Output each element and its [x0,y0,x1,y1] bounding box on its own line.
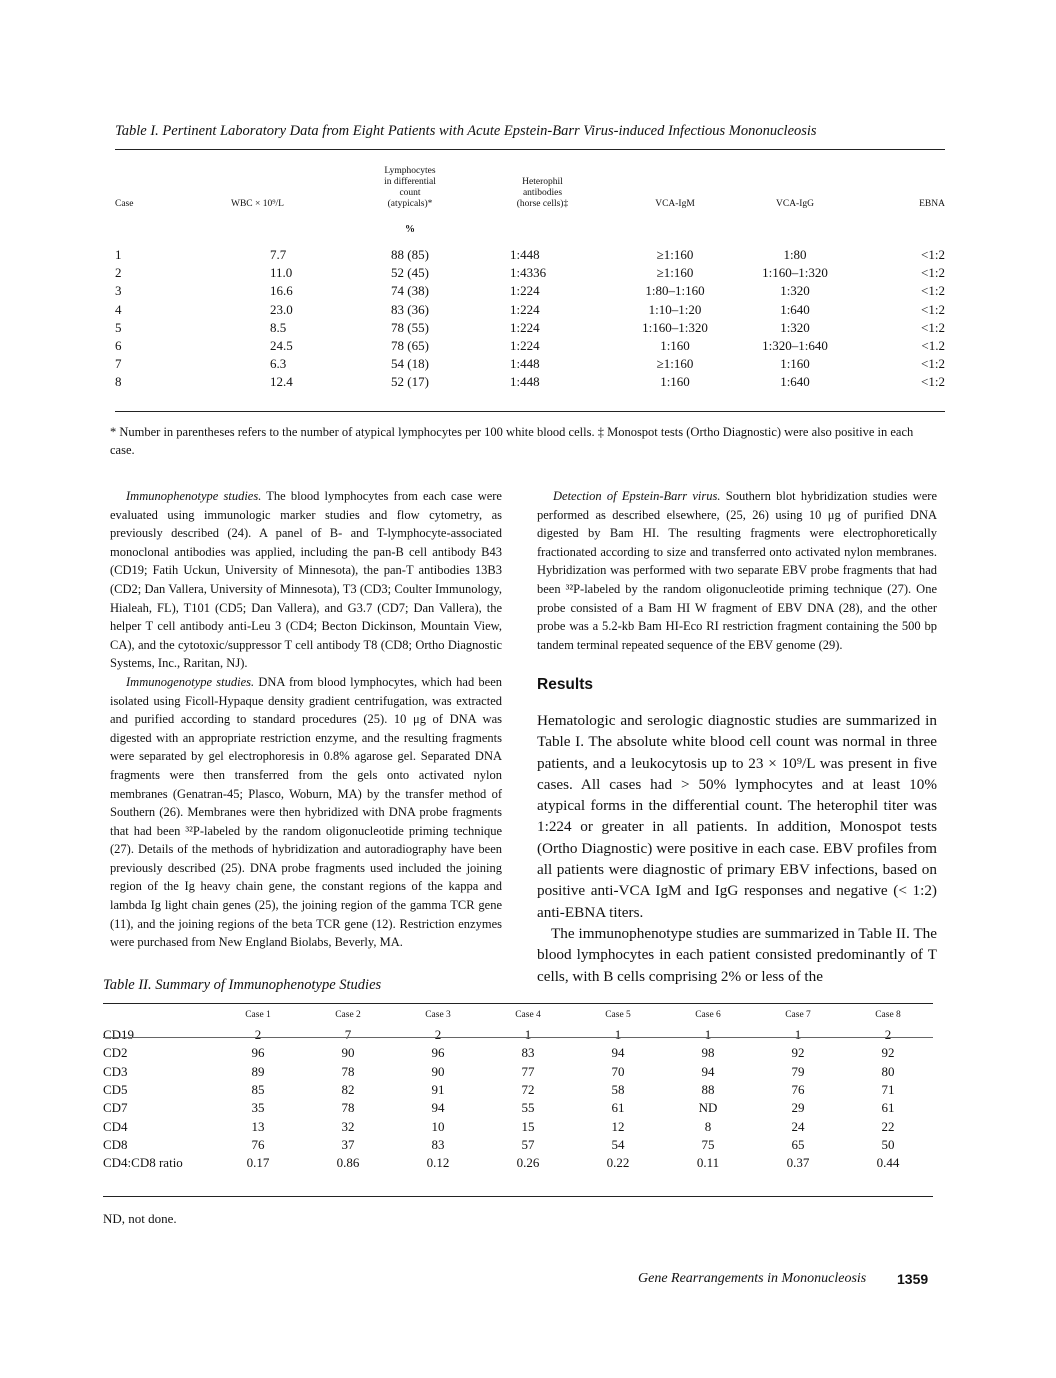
table1-cell: 5 [115,319,122,335]
table1-cell: 8.5 [270,319,287,335]
table1-cell: 7.7 [270,247,287,263]
results-heading: Results [537,676,593,693]
table2-cell: 96 [431,1045,445,1061]
table2-header-case-4: Case 4 [515,1010,541,1020]
table2-caption: Table II. Summary of Immunophenotype Studies [103,977,382,993]
right-column [537,487,937,654]
table1-cell: 1:224 [510,283,540,299]
table1-cell: 11.0 [270,265,293,281]
table1-cell: 1:640 [780,301,810,317]
table2-cell: 0.17 [246,1155,270,1171]
table1-bottom-rule [115,411,945,412]
table2-cell: 0.11 [696,1155,720,1171]
table2-row-label: CD7 [103,1100,128,1116]
table1-cell: 1:80 [783,247,807,263]
table2-cell: 80 [881,1063,895,1079]
table2-row [103,1081,933,1099]
table2-cell: 90 [341,1045,355,1061]
table1-cell: 52 (17) [391,374,429,390]
table1-cell: 74 (38) [391,283,429,299]
table2-cell: 94 [431,1100,445,1116]
table2-row-label: CD2 [103,1045,128,1061]
table1-cell: 1 [115,247,122,263]
page-number: 1359 [897,1271,929,1287]
table1-row [115,301,945,319]
table1-header-heterophil: Heterophil antibodies (horse cells)‡ [516,177,569,209]
table1-cell: 1:4336 [510,265,547,281]
table2-cell: 10 [431,1118,445,1134]
table1-cell: 1:320 [780,283,810,299]
results-paragraph-1: Hematologic and serologic diagnostic studies are summarized in Table I. The absolute white blood cell count was normal in three patients, and a leukocytosis up to 23 × 10⁹/L was present in five cases. All cases had > 50% lymphocytes and at least 10% atypical forms in the differential count. The heterophil titer was 1:224 or greater in all patients. In addition, Monospot tests (Ortho Diagnostic) were positive in each case. EBV profiles from all patients were diagnostic of primary EBV infections, based on positive anti-VCA IgM and IgG responses and negative (< 1:2) anti-EBNA titers. [537,712,937,921]
table2-cell: 12 [611,1118,625,1134]
table2-row-label: CD8 [103,1136,128,1152]
table2-cell: 1 [704,1027,712,1043]
table2-cell: 71 [881,1082,895,1098]
table2-cell: 85 [251,1082,265,1098]
table2-cell: 77 [521,1063,535,1079]
table1-cell: 1:640 [780,374,810,390]
table2-header-case-7: Case 7 [785,1010,811,1020]
ebv-detection-paragraph: Detection of Epstein-Barr virus. Southern blot hybridization studies were performed as described elsewhere, (25, 26) using 10 μg of purified DNA digested by Bam HI. The resulting fragments were electrophoretically fractionated according to size and transferred onto activated nylon membranes. Hybridization was performed with two separate EBV probe fragments that had been ³²P-labeled by the random oligonucleotide priming technique (27). One probe consisted of a Bam HI W fragment of EBV DNA (28), and the other probe was a 5.2-kb Bam HI-Eco RI restriction fragment containing the 500 bp tandem terminal repeated sequence of the EBV genome (29). [537,489,937,652]
table2-bottom-rule [103,1196,933,1197]
table1-top-rule [115,149,945,150]
results-text [537,710,937,987]
table1-cell: 78 (55) [391,319,429,335]
table2-cell: 92 [791,1045,805,1061]
table2-cell: 92 [881,1045,895,1061]
table1-cell: 23.0 [270,301,293,317]
table2-cell: 24 [791,1118,805,1134]
table2-header-case-2: Case 2 [335,1010,361,1020]
table2-cell: 75 [701,1136,715,1152]
table2-cell: 88 [701,1082,715,1098]
table1-cell: 7 [115,356,122,372]
table2-row [103,1026,933,1044]
table2-cell: 1 [614,1027,622,1043]
table1-header-case: Case [115,199,134,209]
table2-cell: 58 [611,1082,625,1098]
table2-row-label: CD5 [103,1082,128,1098]
table1-caption: Table I. Pertinent Laboratory Data from Eight Patients with Acute Epstein-Barr Virus-induced Infectious Mononucleosis [115,123,817,139]
table1-row [115,355,945,373]
immunogenotype-paragraph: Immunogenotype studies. DNA from blood lymphocytes, which had been isolated using Ficoll-Hypaque density gradient centrifugation, was extracted and purified according to standard procedures (25). 10 μg of DNA was digested with an appropriate restriction enzyme, and the resulting fragments were separated by gel electrophoresis in 0.8% agarose gel. Separated DNA fragments were then transferred from the gels onto activated nylon membranes (Genatran-45; Plasco, Woburn, MA) by the transfer method of Southern (26). Membranes were then hybridized with DNA probe fragments that had been ³²P-labeled by the random oligonucleotide priming technique (27). Details of the methods of hybridization and autoradiography have been previously described (25). DNA probe fragments used included the joining region of the Ig heavy chain gene, the constant regions of the kappa and lambda Ig light chain genes (25), the joining region of the gamma TCR gene (11), and the joining regions of the beta TCR gene (12). Restriction enzymes were purchased from New England Biolabs, Beverly, MA. [110,674,503,950]
table2-row-label: CD19 [103,1027,135,1043]
table2-cell: 2 [434,1027,442,1043]
table1-cell: 8 [115,374,122,390]
table1-cell: 1:448 [510,247,540,263]
table2-row-label: CD4:CD8 ratio [103,1155,183,1171]
table1-cell: 1:160–1:320 [642,319,708,335]
table2-cell: 1 [794,1027,802,1043]
table1-row [115,264,945,282]
table2-cell: 98 [701,1045,715,1061]
table2-footnote: ND, not done. [103,1211,177,1226]
table2-cell: 70 [611,1063,625,1079]
table2-cell: 15 [521,1118,535,1134]
table2-cell: 89 [251,1063,265,1079]
table1-cell: 1:320–1:640 [762,338,828,354]
results-paragraph-2: The immunophenotype studies are summarized in Table II. The blood lymphocytes in each patient consisted predominantly of T cells, with B cells comprising 2% or less of the [537,924,937,985]
table2-cell: 54 [611,1136,625,1152]
table2-cell: 7 [344,1027,352,1043]
table2-row [103,1117,933,1135]
table2-cell: ND [698,1100,718,1116]
table1-cell: 24.5 [270,338,293,354]
table2-header-case-8: Case 8 [875,1010,901,1020]
table1-row [115,337,945,355]
table2-cell: 0.44 [876,1155,900,1171]
table1-header-vca-igm: VCA-IgM [655,199,695,209]
table1-row [115,246,945,264]
table2-cell: 90 [431,1063,445,1079]
table2-cell: 83 [431,1136,445,1152]
table1-cell: 1:448 [510,356,540,372]
table2-cell: 8 [704,1118,712,1134]
table2-cell: 29 [791,1100,805,1116]
table2-cell: 94 [611,1045,625,1061]
table1-header-wbc: WBC × 10⁹/L [230,199,284,209]
table2-cell: 55 [521,1100,535,1116]
table2-cell: 0.22 [606,1155,630,1171]
table2-cell: 76 [251,1136,265,1152]
table2-header-case-6: Case 6 [695,1010,721,1020]
table1-row [115,319,945,337]
table1-cell: 83 (36) [391,301,429,317]
table2-cell: 76 [791,1082,805,1098]
table2-cell: 61 [611,1100,625,1116]
table2-cell: 1 [524,1027,532,1043]
table1-cell: 1:448 [510,374,540,390]
table1-cell: <1:2 [921,319,945,335]
table2-cell: 22 [881,1118,895,1134]
table2-cell: 0.26 [516,1155,540,1171]
table2-top-rule [103,1003,933,1004]
table2-row-label: CD4 [103,1118,128,1134]
table1-cell: 6 [115,338,122,354]
table1-header-vca-igg: VCA-IgG [776,199,814,209]
table1 [115,158,945,392]
table2-cell: 0.37 [786,1155,810,1171]
table2-cell: 57 [521,1136,535,1152]
table1-cell: 1:160–1:320 [762,265,828,281]
table2-cell: 78 [341,1100,355,1116]
table1-cell: 78 (65) [391,338,429,354]
table2-row [103,1099,933,1117]
table2-cell: 32 [341,1118,355,1134]
table1-cell: 2 [115,265,122,281]
table1-cell: 1:224 [510,338,540,354]
table1-cell: 6.3 [270,356,287,372]
table2-cell: 91 [431,1082,445,1098]
left-column [110,487,502,952]
table1-cell: 1:320 [780,319,810,335]
table2-row [103,1063,933,1081]
table1-cell: 12.4 [270,374,293,390]
table2-cell: 61 [881,1100,895,1116]
table2-header-rule [103,1037,933,1038]
table1-cell: 52 (45) [391,265,429,281]
table2-header-case-1: Case 1 [245,1010,271,1020]
table1-cell: 1:224 [510,301,540,317]
table2-cell: 72 [521,1082,535,1098]
table1-cell: 1:224 [510,319,540,335]
table1-cell: 54 (18) [391,356,429,372]
table2-cell: 0.12 [426,1155,450,1171]
table2-cell: 13 [251,1118,265,1134]
table2-cell: 50 [881,1136,895,1152]
table2-cell: 2 [884,1027,892,1043]
running-footer-title: Gene Rearrangements in Mononucleosis [638,1271,867,1286]
table1-footnote: * Number in parentheses refers to the number of atypical lymphocytes per 100 white blood cells. ‡ Monospot tests (Ortho Diagnostic) were also positive in each case. [110,425,914,457]
table1-cell: 3 [115,283,122,299]
table1-cell: 1:10–1:20 [648,301,702,317]
table2-cell: 2 [254,1027,262,1043]
table2-cell: 79 [791,1063,805,1079]
table1-cell: ≥1:160 [656,247,694,263]
table2-row [103,1044,933,1062]
table1-cell: 4 [115,301,122,317]
table1-cell: <1:2 [921,265,945,281]
table1-cell: 88 (85) [391,247,429,263]
table2-header-case-5: Case 5 [605,1010,631,1020]
table1-cell: 1:160 [780,356,810,372]
table2-cell: 94 [701,1063,715,1079]
table1-header-lymphocytes: Lymphocytes in differential count (atypicals)* [384,166,436,209]
table1-cell: 16.6 [270,283,293,299]
table1-cell: ≥1:160 [656,265,694,281]
table2 [103,1006,933,1172]
table1-cell: <1:2 [921,301,945,317]
immunophenotype-paragraph: Immunophenotype studies. The blood lymphocytes from each case were evaluated using immunologic marker studies and flow cytometry, as previously described (24). A panel of B- and T-lymphocyte-associated monoclonal antibodies was applied, including the pan-B cell antibody B43 (CD19; Fatih Uckun, University of Minnesota), the pan-T antibodies 13B3 (CD2; Dan Vallera, University of Minnesota), T3 (CD3; Coulter Immunology, Hialeah, FL), T101 (CD5; Dan Vallera), and G3.7 (CD7; Dan Vallera), the helper T cell antibody anti-Leu 3 (CD4; Becton Dickinson, Mountain View, CA), and the cytotoxic/suppressor T cell antibody T8 (CD8; Ortho Diagnostic Systems, Inc., Raritan, NJ). [110,489,502,671]
table1-header-ebna: EBNA [919,199,945,209]
table1-cell: <1:2 [921,374,945,390]
table2-cell: 78 [341,1063,355,1079]
table1-cell: <1.2 [921,338,945,354]
table1-cell: 1:160 [660,338,690,354]
table1-cell: ≥1:160 [656,356,694,372]
table1-cell: 1:80–1:160 [645,283,705,299]
table1-cell: 1:160 [660,374,690,390]
table2-cell: 37 [341,1136,355,1152]
table2-cell: 83 [521,1045,535,1061]
table1-cell: <1:2 [921,356,945,372]
table2-cell: 82 [341,1082,355,1098]
table1-row [115,373,945,391]
table1-cell: <1:2 [921,283,945,299]
table1-row [115,282,945,300]
table2-cell: 35 [251,1100,265,1116]
table2-row [103,1136,933,1154]
table2-row [103,1154,933,1172]
table2-cell: 65 [791,1136,805,1152]
table1-unit-percent: % [405,223,415,235]
table2-row-label: CD3 [103,1063,128,1079]
table2-cell: 96 [251,1045,265,1061]
table1-cell: <1:2 [921,247,945,263]
table2-header-case-3: Case 3 [425,1010,451,1020]
table2-cell: 0.86 [336,1155,360,1171]
